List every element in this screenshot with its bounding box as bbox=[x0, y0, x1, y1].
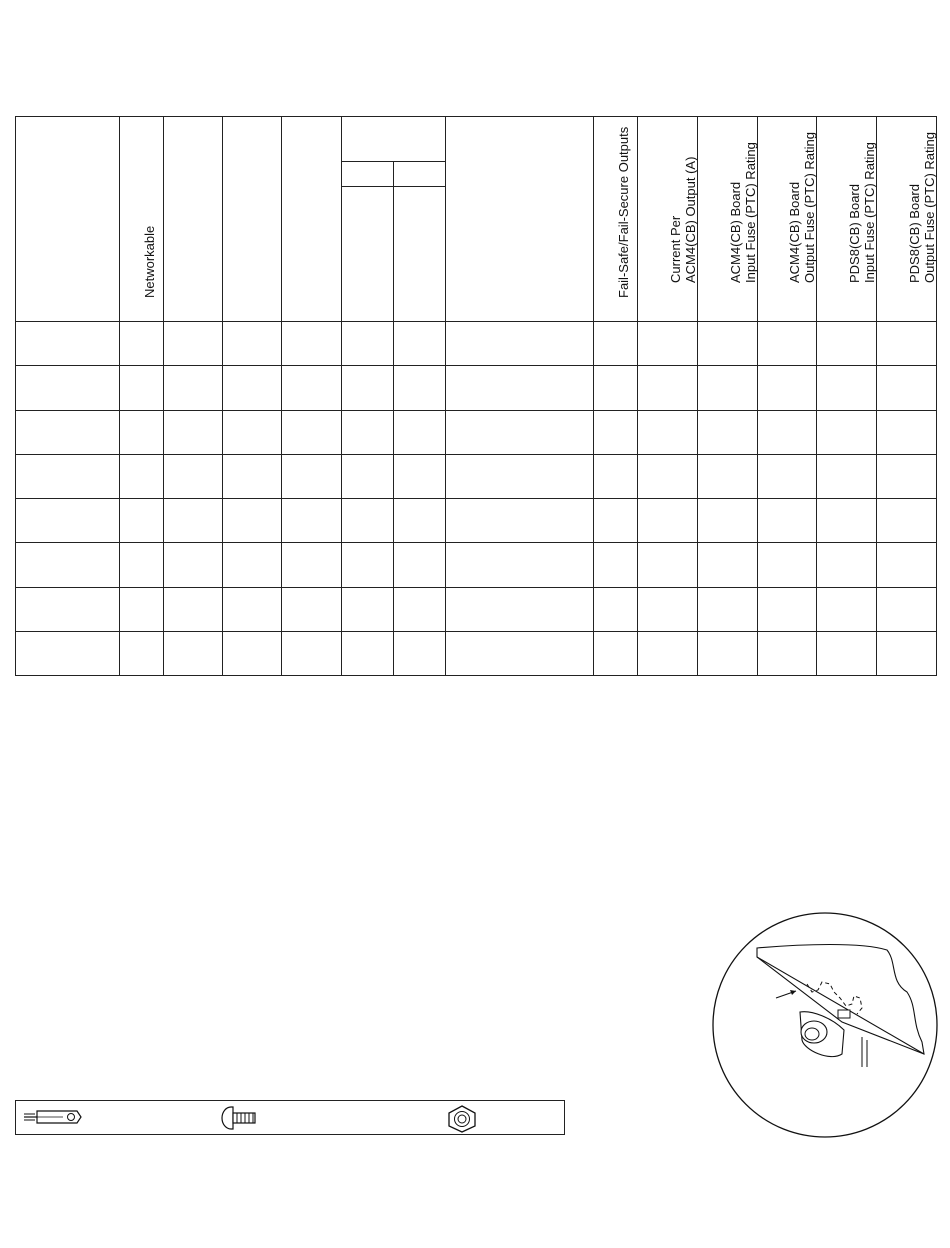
table-cell bbox=[817, 322, 877, 366]
header-cell-acm-output bbox=[758, 117, 817, 322]
table-cell bbox=[638, 631, 698, 675]
table-cell bbox=[877, 366, 937, 410]
table-cell bbox=[342, 366, 394, 410]
table-cell bbox=[342, 587, 394, 631]
table-cell bbox=[758, 322, 817, 366]
table-cell bbox=[594, 322, 638, 366]
table-cell bbox=[594, 543, 638, 587]
table-cell bbox=[394, 322, 446, 366]
table-cell bbox=[394, 366, 446, 410]
table-row bbox=[16, 410, 937, 454]
table-cell bbox=[120, 499, 164, 543]
table-cell bbox=[817, 499, 877, 543]
header-acm-input: ACM4(CB) Board Input Fuse (PTC) Rating bbox=[727, 142, 758, 284]
table-cell bbox=[16, 631, 120, 675]
table-cell bbox=[394, 587, 446, 631]
table-cell bbox=[594, 499, 638, 543]
table-cell bbox=[446, 499, 594, 543]
table-cell bbox=[394, 410, 446, 454]
table-cell bbox=[638, 366, 698, 410]
table-cell bbox=[16, 322, 120, 366]
header-cell-model bbox=[16, 117, 120, 322]
table-cell bbox=[446, 366, 594, 410]
table-cell bbox=[282, 366, 342, 410]
table-cell bbox=[698, 631, 758, 675]
table-cell bbox=[594, 587, 638, 631]
table-cell bbox=[164, 499, 223, 543]
table-cell bbox=[120, 366, 164, 410]
table-cell bbox=[638, 322, 698, 366]
table-cell bbox=[817, 366, 877, 410]
header-cell bbox=[282, 117, 342, 322]
table-cell bbox=[817, 587, 877, 631]
table-cell bbox=[594, 631, 638, 675]
table-row bbox=[16, 499, 937, 543]
table-cell bbox=[698, 587, 758, 631]
header-subcell bbox=[394, 162, 446, 187]
table-cell bbox=[164, 631, 223, 675]
table-cell bbox=[394, 454, 446, 498]
screw-icon bbox=[221, 1105, 259, 1131]
table-cell bbox=[877, 454, 937, 498]
table-cell bbox=[758, 499, 817, 543]
table-cell bbox=[16, 543, 120, 587]
header-pds-output: PDS8(CB) Board Output Fuse (PTC) Rating bbox=[906, 132, 937, 284]
table-cell bbox=[16, 454, 120, 498]
table-cell bbox=[446, 587, 594, 631]
table-cell bbox=[638, 587, 698, 631]
table-cell bbox=[758, 543, 817, 587]
table-cell bbox=[223, 322, 282, 366]
table-cell bbox=[164, 543, 223, 587]
table-cell bbox=[594, 410, 638, 454]
table-cell bbox=[16, 366, 120, 410]
table-cell bbox=[223, 631, 282, 675]
header-pds-input: PDS8(CB) Board Input Fuse (PTC) Rating bbox=[846, 142, 877, 284]
table-cell bbox=[817, 543, 877, 587]
table-cell bbox=[223, 454, 282, 498]
standoff-icon bbox=[21, 1105, 83, 1129]
header-cell-group bbox=[342, 117, 446, 162]
hardware-legend bbox=[15, 1100, 565, 1135]
table-cell bbox=[282, 410, 342, 454]
table-cell bbox=[394, 631, 446, 675]
table-cell bbox=[698, 410, 758, 454]
table-cell bbox=[120, 587, 164, 631]
header-subcell bbox=[394, 187, 446, 322]
table-cell bbox=[758, 454, 817, 498]
table-row bbox=[16, 543, 937, 587]
header-fail-safe: Fail-Safe/Fail-Secure Outputs bbox=[615, 126, 631, 299]
table-cell bbox=[164, 410, 223, 454]
table-cell bbox=[698, 454, 758, 498]
table-cell bbox=[698, 322, 758, 366]
table-cell bbox=[698, 543, 758, 587]
table-cell bbox=[758, 366, 817, 410]
header-cell-networkable bbox=[120, 117, 164, 322]
table-cell bbox=[758, 631, 817, 675]
table-cell bbox=[394, 543, 446, 587]
table-cell bbox=[877, 631, 937, 675]
table-cell bbox=[342, 322, 394, 366]
table-cell bbox=[16, 499, 120, 543]
header-cell-fail-safe bbox=[594, 117, 638, 322]
table-cell bbox=[877, 543, 937, 587]
table-cell bbox=[282, 454, 342, 498]
table-cell bbox=[120, 631, 164, 675]
table-cell bbox=[282, 499, 342, 543]
header-subcell bbox=[342, 187, 394, 322]
table-cell bbox=[446, 322, 594, 366]
table-cell bbox=[638, 543, 698, 587]
table-cell bbox=[164, 454, 223, 498]
table-cell bbox=[282, 587, 342, 631]
table-cell bbox=[817, 454, 877, 498]
table-cell bbox=[342, 631, 394, 675]
table-row bbox=[16, 587, 937, 631]
table-cell bbox=[282, 631, 342, 675]
table-cell bbox=[120, 322, 164, 366]
table-cell bbox=[120, 410, 164, 454]
table-cell bbox=[877, 322, 937, 366]
header-cell-pds-output bbox=[877, 117, 937, 322]
table-cell bbox=[877, 410, 937, 454]
table-cell bbox=[342, 499, 394, 543]
table-cell bbox=[342, 410, 394, 454]
table-cell bbox=[877, 587, 937, 631]
table-cell bbox=[446, 410, 594, 454]
table-cell bbox=[16, 587, 120, 631]
table-row bbox=[16, 454, 937, 498]
table-cell bbox=[282, 322, 342, 366]
table-cell bbox=[223, 543, 282, 587]
table-cell bbox=[223, 410, 282, 454]
table-cell bbox=[698, 499, 758, 543]
table-cell bbox=[446, 454, 594, 498]
specification-table bbox=[15, 116, 937, 676]
table-cell bbox=[758, 410, 817, 454]
table-row bbox=[16, 366, 937, 410]
mounting-detail-illustration bbox=[712, 912, 938, 1138]
hex-nut-icon bbox=[446, 1105, 478, 1133]
table-cell bbox=[877, 499, 937, 543]
table-cell bbox=[698, 366, 758, 410]
table-cell bbox=[446, 631, 594, 675]
header-cell-current-per bbox=[638, 117, 698, 322]
table-row bbox=[16, 322, 937, 366]
table-cell bbox=[594, 454, 638, 498]
table-cell bbox=[594, 366, 638, 410]
table-cell bbox=[342, 543, 394, 587]
table-cell bbox=[120, 543, 164, 587]
table-cell bbox=[758, 587, 817, 631]
table-cell bbox=[282, 543, 342, 587]
header-cell-pds-input bbox=[817, 117, 877, 322]
table-cell bbox=[817, 410, 877, 454]
table-cell bbox=[164, 322, 223, 366]
header-cell bbox=[446, 117, 594, 322]
header-cell bbox=[223, 117, 282, 322]
table-cell bbox=[120, 454, 164, 498]
table-cell bbox=[223, 587, 282, 631]
table-row bbox=[16, 631, 937, 675]
table-cell bbox=[223, 499, 282, 543]
table-cell bbox=[638, 454, 698, 498]
header-cell bbox=[164, 117, 223, 322]
header-current-per: Current Per ACM4(CB) Output (A) bbox=[667, 156, 698, 284]
header-acm-output: ACM4(CB) Board Output Fuse (PTC) Rating bbox=[787, 132, 817, 284]
table-cell bbox=[164, 587, 223, 631]
table-cell bbox=[446, 543, 594, 587]
header-cell-acm-input bbox=[698, 117, 758, 322]
header-subcell bbox=[342, 162, 394, 187]
table-cell bbox=[394, 499, 446, 543]
table-cell bbox=[223, 366, 282, 410]
table-cell bbox=[16, 410, 120, 454]
table-cell bbox=[817, 631, 877, 675]
table-cell bbox=[638, 499, 698, 543]
header-networkable: Networkable bbox=[141, 225, 157, 299]
table-cell bbox=[342, 454, 394, 498]
table-cell bbox=[638, 410, 698, 454]
table-cell bbox=[164, 366, 223, 410]
